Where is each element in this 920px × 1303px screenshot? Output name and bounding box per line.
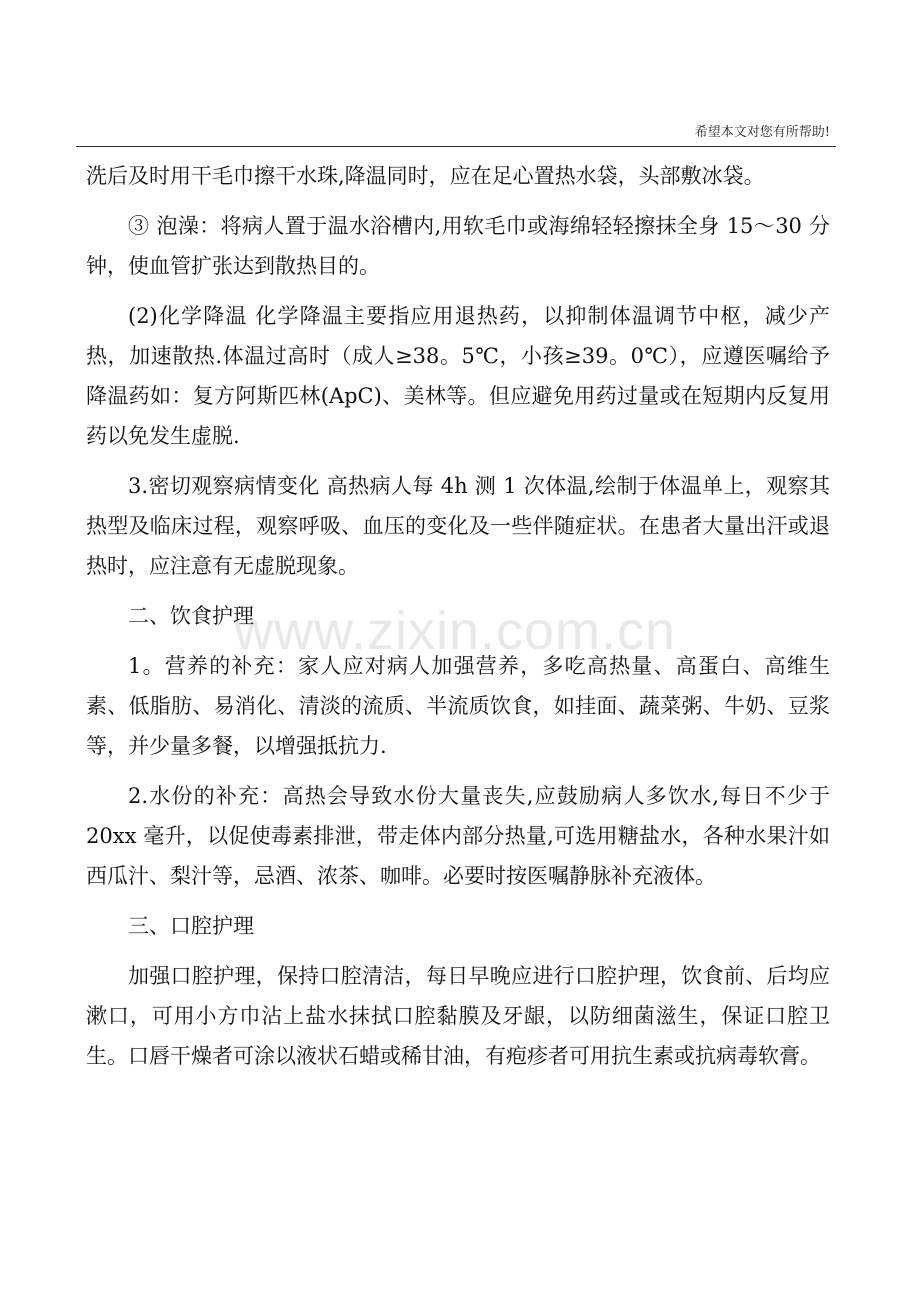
section-heading-oral-care: 三、口腔护理 [128,914,254,938]
document-body [86,156,830,1086]
page-header: 希望本文对您有所帮助! [694,125,830,140]
paragraph-continuation: 洗后及时用干毛巾擦干水珠,降温同时，应在足心置热水袋，头部敷冰袋。 [86,164,765,188]
paragraph-bath-cooling: ③ 泡澡：将病人置于温水浴槽内,用软毛巾或海绵轻轻擦抹全身 15～30 分钟，使血管扩张达到散热目的。 [86,214,830,278]
paragraph-oral-care: 加强口腔护理，保持口腔清洁，每日早晚应进行口腔护理，饮食前、后均应漱口，可用小方巾沾上盐水抹拭口腔黏膜及牙龈，以防细菌滋生，保证口腔卫生。口唇干燥者可涂以液状石蜡或稀甘油，有疱疹者可用抗生素或抗病毒软膏。 [86,964,830,1068]
paragraph-chemical-cooling: (2)化学降温 化学降温主要指应用退热药，以抑制体温调节中枢，减少产热，加速散热.体温过高时（成人≥38。5℃，小孩≥39。0℃），应遵医嘱给予降温药如：复方阿斯匹林(ApC)、美林等。但应避免用药过量或在短期内反复用药以免发生虚脱. [86,304,830,448]
paragraph-observe-condition: 3.密切观察病情变化 高热病人每 4h 测 1 次体温,绘制于体温单上，观察其热型及临床过程，观察呼吸、血压的变化及一些伴随症状。在患者大量出汗或退热时，应注意有无虚脱现象。 [86,474,830,578]
paragraph-water-intake: 2.水份的补充：高热会导致水份大量丧失,应鼓励病人多饮水,每日不少于 20xx 毫升，以促使毒素排泄，带走体内部分热量,可选用糖盐水，各种水果汁如西瓜汁、梨汁等，忌酒、浓茶、咖啡。必要时按医嘱静脉补充液体。 [86,784,830,888]
paragraph-nutrition: 1。营养的补充：家人应对病人加强营养，多吃高热量、高蛋白、高维生素、低脂肪、易消化、清淡的流质、半流质饮食，如挂面、蔬菜粥、牛奶、豆浆等，并少量多餐，以增强抵抗力. [86,654,830,758]
watermark: www.zixin.com.cn [234,601,677,661]
header-divider [76,146,836,147]
section-heading-diet: 二、饮食护理 [128,604,254,628]
